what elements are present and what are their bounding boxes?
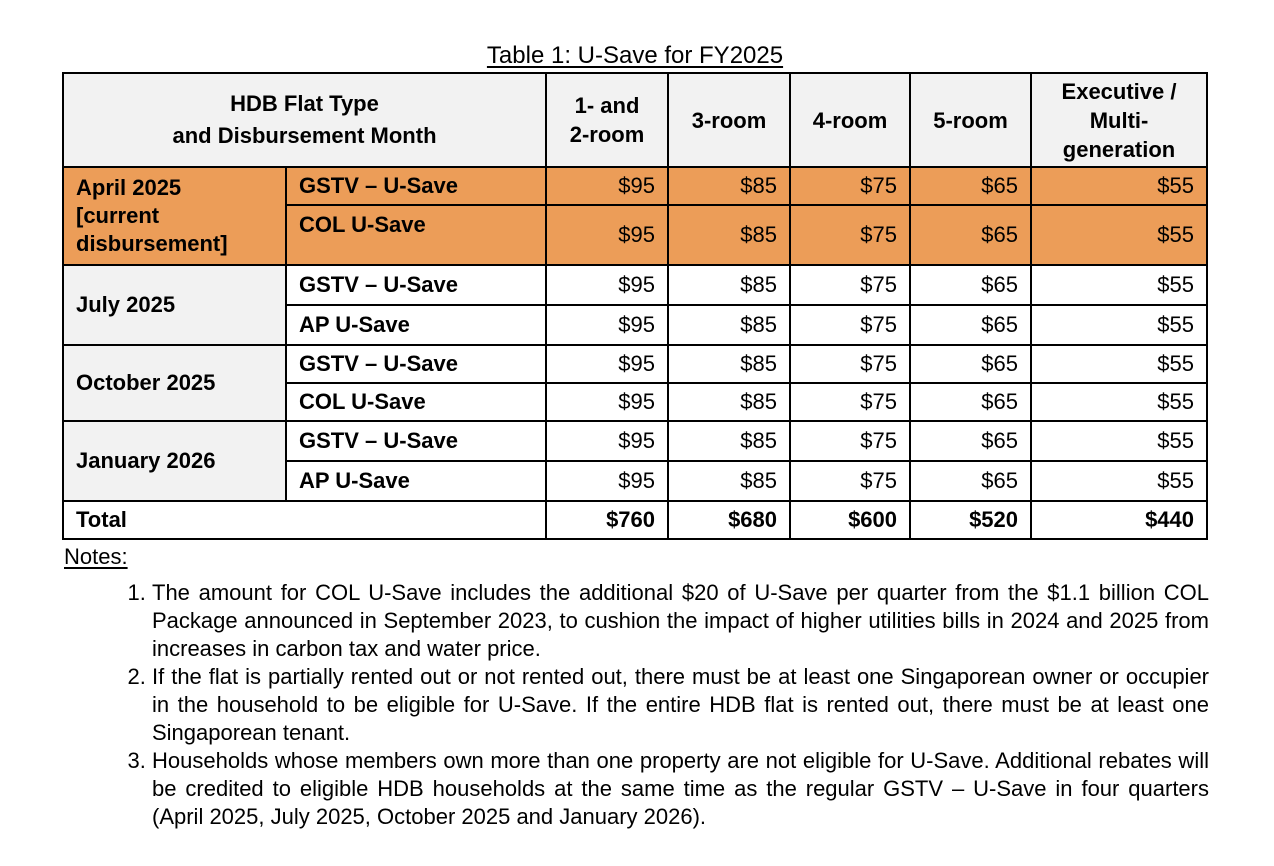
value-cell: $75 [790, 383, 910, 421]
value-cell: $75 [790, 205, 910, 265]
value-cell: $95 [546, 345, 668, 383]
header-flat-type [63, 73, 546, 167]
value-cell: $55 [1031, 383, 1207, 421]
month-label: April 2025 [76, 175, 182, 200]
notes-title-text: Notes [64, 544, 122, 569]
table-caption [0, 41, 1270, 71]
header-col-1-2-room [546, 73, 668, 167]
value-cell: $85 [668, 345, 790, 383]
note-item: 1. The amount for COL U-Save includes the additional $20 of U-Save per quarter from the $1.1 billion COL Package announced in September 2023, to cushion the impact of higher utilities bills in 2024 and 2025 from increases in carbon tax and water price. [152, 579, 1209, 663]
value-cell: $65 [910, 421, 1031, 461]
note-item: 3. Households whose members own more than one property are not eligible for U-Save. Additional rebates will be credited to eligible HDB households at the same time as the regular GSTV – U-Save in four quarters (April 2025, July 2025, October 2025 and January 2026). [152, 747, 1209, 831]
total-value: $680 [668, 501, 790, 539]
type-cell: COL U-Save [286, 383, 546, 421]
table-caption-text: Table 1: U-Save for FY2025 [486, 42, 784, 69]
type-cell: GSTV – U-Save [286, 345, 546, 383]
value-cell: $55 [1031, 421, 1207, 461]
value-cell: $65 [910, 265, 1031, 305]
value-cell: $85 [668, 205, 790, 265]
month-label-note: disbursement] [76, 231, 228, 256]
total-value: $520 [910, 501, 1031, 539]
value-cell: $65 [910, 205, 1031, 265]
value-cell: $95 [546, 305, 668, 345]
month-cell-july-2025: July 2025 [63, 265, 286, 345]
value-cell: $75 [790, 305, 910, 345]
header-col5-line3: generation [1062, 136, 1176, 162]
total-value: $760 [546, 501, 668, 539]
value-cell: $55 [1031, 345, 1207, 383]
type-cell: COL U-Save [286, 205, 546, 265]
value-cell: $65 [910, 461, 1031, 501]
header-col5-line2: Multi- [1089, 107, 1149, 133]
header-col2-label: 3-room [691, 107, 767, 133]
value-cell: $65 [910, 167, 1031, 205]
notes-list [64, 579, 1209, 831]
notes-title-colon: : [121, 544, 128, 569]
total-label: Total [63, 501, 546, 539]
header-col1-line2: 2-room [569, 122, 645, 147]
value-cell: $85 [668, 305, 790, 345]
value-cell: $55 [1031, 305, 1207, 345]
header-col-3-room [668, 73, 790, 167]
value-cell: $65 [910, 383, 1031, 421]
value-cell: $85 [668, 461, 790, 501]
value-cell: $55 [1031, 265, 1207, 305]
total-row [63, 501, 1207, 539]
type-cell: AP U-Save [286, 461, 546, 501]
month-cell-january-2026: January 2026 [63, 421, 286, 501]
header-col4-label: 5-room [933, 107, 1008, 133]
header-col5-line1: Executive / [1061, 78, 1177, 104]
table-row [63, 345, 1207, 383]
value-cell: $55 [1031, 461, 1207, 501]
value-cell: $85 [668, 383, 790, 421]
header-row [63, 73, 1207, 167]
month-cell-april-2025 [63, 167, 286, 265]
value-cell: $55 [1031, 167, 1207, 205]
total-value: $600 [790, 501, 910, 539]
value-cell: $95 [546, 421, 668, 461]
value-cell: $85 [668, 265, 790, 305]
value-cell: $75 [790, 167, 910, 205]
month-label-note: [current [76, 203, 160, 228]
type-cell: GSTV – U-Save [286, 265, 546, 305]
header-col-5-room [910, 73, 1031, 167]
value-cell: $55 [1031, 205, 1207, 265]
value-cell: $95 [546, 265, 668, 305]
header-col3-label: 4-room [812, 107, 888, 133]
header-col-executive [1031, 73, 1207, 167]
header-flat-type-line2: and Disbursement Month [172, 123, 437, 148]
table-row [63, 265, 1207, 305]
table-row [63, 421, 1207, 461]
value-cell: $95 [546, 461, 668, 501]
value-cell: $85 [668, 421, 790, 461]
value-cell: $85 [668, 167, 790, 205]
month-cell-october-2025: October 2025 [63, 345, 286, 421]
total-value: $440 [1031, 501, 1207, 539]
type-cell: GSTV – U-Save [286, 167, 546, 205]
value-cell: $65 [910, 345, 1031, 383]
value-cell: $65 [910, 305, 1031, 345]
header-col-4-room [790, 73, 910, 167]
usave-table [62, 72, 1208, 540]
header-flat-type-line1: HDB Flat Type [230, 91, 379, 116]
value-cell: $75 [790, 421, 910, 461]
value-cell: $95 [546, 383, 668, 421]
header-col1-line1: 1- and [574, 93, 640, 118]
type-cell: GSTV – U-Save [286, 421, 546, 461]
value-cell: $75 [790, 345, 910, 383]
notes-title [64, 543, 1209, 571]
type-cell: AP U-Save [286, 305, 546, 345]
value-cell: $75 [790, 265, 910, 305]
table-row [63, 167, 1207, 205]
note-item: 2. If the flat is partially rented out or not rented out, there must be at least one Singaporean owner or occupier in the household to be eligible for U-Save. If the entire HDB flat is rented out, there must be at least one Singaporean tenant. [152, 663, 1209, 747]
value-cell: $95 [546, 167, 668, 205]
notes-section [64, 543, 1209, 831]
value-cell: $95 [546, 205, 668, 265]
value-cell: $75 [790, 461, 910, 501]
